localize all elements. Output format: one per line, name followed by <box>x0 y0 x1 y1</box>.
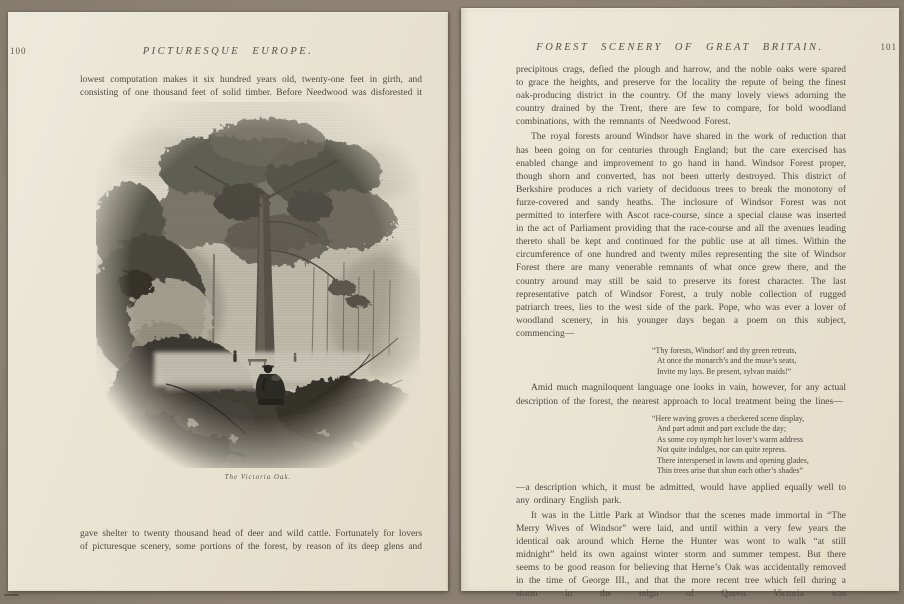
verse-waving-groves <box>652 414 846 477</box>
right-running-head <box>461 8 899 53</box>
paragraph: precipitous crags, defied the plough and harrow, and the noble oaks were spared to grace the heights, and preserve for the locality the repute of being the finest oak-producing district in the country. Of the many lovely views adorning the country drained by the Trent, there are few to compare, for bold woodland combinations, with the remnants of Needwood Forest. <box>516 65 846 128</box>
right-page-text <box>516 64 846 604</box>
verse-line: Not quite indulges, nor can quite repress. <box>657 445 787 455</box>
verse-pope-windsor <box>652 346 846 378</box>
left-running-title: PICTURESQUE EUROPE. <box>142 46 314 57</box>
left-paragraph-bottom: gave shelter to twenty thousand head of deer and wild cattle. Fortunately for lovers of picturesque scenery, some portions of the forest, by reason of its deep glens and <box>80 529 422 553</box>
right-running-title: FOREST SCENERY OF GREAT BRITAIN. <box>536 42 824 53</box>
page-left <box>8 12 448 591</box>
paragraph: It was in the Little Park at Windsor that the scenes made immortal in “The Merry Wives of Windsor” were laid, and until within a very few years the identical oak around which Herne the Hunter was wont to walk “at still midnight” held its own against winter storm and summer tempest. But there seems to be good reason for believing that Herne’s Oak was accidentally removed in the time of George III., and that the more recent tree which fell during a storm in the reign of Queen Victoria was <box>516 510 846 600</box>
margin-smudge <box>4 594 19 596</box>
victoria-oak-engraving <box>96 102 420 468</box>
paragraph: The royal forests around Windsor have shared in the work of reduction that has been going on for centuries through England; but the care exercised has enabled change and improvement to go hand in hand. Windsor Forest proper, though shorn and converted, has not been utterly destroyed. This district of Berkshire produces a rich variety of deciduous trees to break the monotony of furze-covered and sandy heaths. The inclosure of Windsor Forest was not permitted to interfere with Ascot race-course, since a special clause was inserted in the act of Parliament providing that the race-course and all the avenues leading thereto shall be kept and continued for the public use at all times. Within the circumference of one hundred and twenty miles representing the site of Windsor Forest there are many venerable remnants of what once grew there, and the country around may still be said to preserve its forest character. The last representative patch of Windsor Forest, a truly noble collection of rugged patriarch trees, lies to the west side of the park. Pope, who was ever a lover of woodland scenery, in his younger days began a poem on this subject, commencing— <box>516 132 846 339</box>
verse-line: “Thy forests, Windsor! and thy green retreats, <box>652 345 797 355</box>
engraving-caption: The Victoria Oak. <box>224 473 292 481</box>
verse-line: Thin trees arise that shun each other’s shades” <box>657 466 803 476</box>
verse-line: And part admit and part exclude the day; <box>657 424 787 434</box>
paragraph: —a description which, it must be admitted, would have applied equally well to any ordinary English park. <box>516 482 846 506</box>
page-right <box>461 8 899 600</box>
left-paragraph-top: lowest computation makes it six hundred years old, twenty-one feet in girth, and consisting of one thousand feet of solid timber. Before Needwood was disforested it <box>80 75 422 99</box>
left-page-number: 100 <box>10 46 27 56</box>
left-running-head <box>8 12 448 57</box>
paragraph: Amid much magniloquent language one looks in vain, however, for any actual description of the forest, the nearest approach to local treatment being the lines— <box>516 383 846 407</box>
verse-line: Invite my lays. Be present, sylvan maids!” <box>657 366 792 376</box>
engraving-block <box>96 102 420 481</box>
verse-line: “Here waving groves a checkered scene display, <box>652 413 805 423</box>
verse-line: There interspersed in lawns and opening glades, <box>657 455 809 465</box>
verse-line: As some coy nymph her lover’s warm address <box>657 434 804 444</box>
right-page-number: 101 <box>880 42 897 52</box>
verse-line: At once the monarch’s and the muse’s seats, <box>657 356 797 366</box>
